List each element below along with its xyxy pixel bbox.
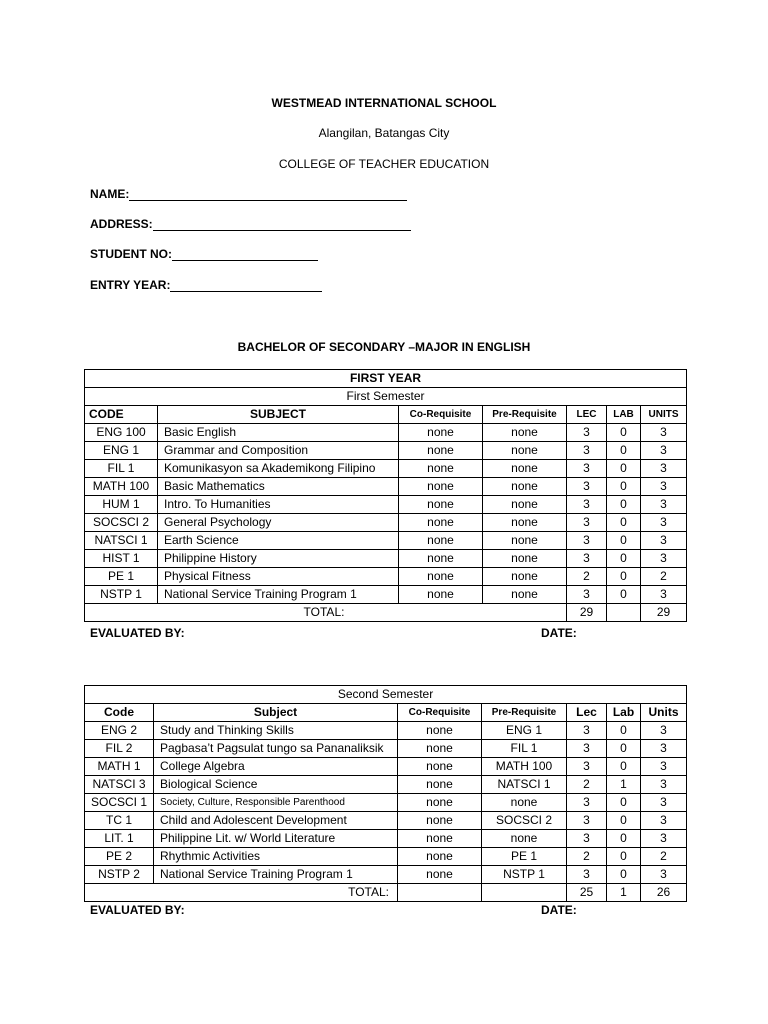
second-total-lec: 25 (567, 884, 607, 902)
course-code: PE 2 (85, 848, 154, 866)
course-pre-requisite: NSTP 1 (482, 866, 567, 884)
course-row (85, 740, 687, 758)
course-lab: 0 (607, 740, 641, 758)
course-lec: 3 (567, 532, 607, 550)
course-row (85, 568, 687, 586)
course-units: 3 (641, 496, 687, 514)
first-semester-table (84, 369, 687, 622)
col-lab: LAB (607, 406, 641, 424)
course-row (85, 442, 687, 460)
course-units: 3 (641, 776, 687, 794)
course-pre-requisite: none (483, 550, 567, 568)
col-lec: Lec (567, 704, 607, 722)
course-row (85, 550, 687, 568)
course-units: 3 (641, 830, 687, 848)
first-total-lec: 29 (567, 604, 607, 622)
course-subject: Philippine History (158, 550, 399, 568)
course-lec: 3 (567, 740, 607, 758)
course-co-requisite: none (398, 830, 482, 848)
course-co-requisite: none (398, 776, 482, 794)
name-field (90, 187, 407, 201)
col-code: Code (85, 704, 154, 722)
course-lec: 3 (567, 478, 607, 496)
second-date: DATE: (541, 903, 577, 917)
course-co-requisite: none (399, 496, 483, 514)
course-units: 3 (641, 532, 687, 550)
course-lec: 3 (567, 830, 607, 848)
second-header-row (85, 704, 687, 722)
second-semester-table (84, 685, 687, 902)
course-pre-requisite: none (483, 532, 567, 550)
first-date: DATE: (541, 626, 577, 640)
course-co-requisite: none (399, 424, 483, 442)
course-subject: National Service Training Program 1 (154, 866, 398, 884)
course-subject: Grammar and Composition (158, 442, 399, 460)
first-total-row (85, 604, 687, 622)
course-lab: 0 (607, 532, 641, 550)
course-pre-requisite: none (483, 460, 567, 478)
course-pre-requisite: ENG 1 (482, 722, 567, 740)
name-blank (129, 188, 407, 201)
course-row (85, 758, 687, 776)
program-title: BACHELOR OF SECONDARY –MAJOR IN ENGLISH (237, 340, 531, 354)
second-total-co (398, 884, 482, 902)
course-subject: Study and Thinking Skills (154, 722, 398, 740)
course-lab: 0 (607, 550, 641, 568)
entry-year-label: ENTRY YEAR: (90, 278, 171, 292)
course-units: 3 (641, 794, 687, 812)
course-code: ENG 1 (85, 442, 158, 460)
course-code: NSTP 2 (85, 866, 154, 884)
course-code: NATSCI 3 (85, 776, 154, 794)
course-code: ENG 2 (85, 722, 154, 740)
course-subject: Child and Adolescent Development (154, 812, 398, 830)
course-lec: 3 (567, 424, 607, 442)
course-pre-requisite: none (483, 514, 567, 532)
course-subject: Earth Science (158, 532, 399, 550)
course-subject: Intro. To Humanities (158, 496, 399, 514)
course-co-requisite: none (399, 586, 483, 604)
second-total-label: TOTAL: (85, 884, 398, 902)
course-units: 2 (641, 848, 687, 866)
student-no-field (90, 247, 318, 261)
course-lec: 3 (567, 722, 607, 740)
course-co-requisite: none (399, 550, 483, 568)
first-semester-heading: First Semester (85, 388, 687, 406)
name-label: NAME: (90, 187, 130, 201)
course-row (85, 812, 687, 830)
course-code: LIT. 1 (85, 830, 154, 848)
course-units: 3 (641, 722, 687, 740)
course-pre-requisite: none (483, 478, 567, 496)
course-subject: Society, Culture, Responsible Parenthood (154, 794, 398, 812)
course-code: MATH 100 (85, 478, 158, 496)
course-lec: 2 (567, 848, 607, 866)
second-total-pre (482, 884, 567, 902)
course-lab: 0 (607, 460, 641, 478)
col-units: Units (641, 704, 687, 722)
course-units: 3 (641, 514, 687, 532)
course-units: 3 (641, 758, 687, 776)
course-row (85, 586, 687, 604)
col-co-requisite: Co-Requisite (398, 704, 482, 722)
course-lec: 3 (567, 514, 607, 532)
course-lec: 3 (567, 812, 607, 830)
col-lab: Lab (607, 704, 641, 722)
course-units: 3 (641, 740, 687, 758)
course-lec: 3 (567, 442, 607, 460)
course-pre-requisite: none (482, 830, 567, 848)
course-co-requisite: none (398, 794, 482, 812)
col-pre-requisite: Pre-Requisite (482, 704, 567, 722)
course-pre-requisite: PE 1 (482, 848, 567, 866)
course-subject: Philippine Lit. w/ World Literature (154, 830, 398, 848)
col-subject: Subject (154, 704, 398, 722)
course-pre-requisite: SOCSCI 2 (482, 812, 567, 830)
course-co-requisite: none (398, 740, 482, 758)
course-lec: 2 (567, 776, 607, 794)
student-no-label: STUDENT NO: (90, 247, 172, 261)
course-lab: 0 (607, 812, 641, 830)
entry-year-blank (170, 279, 322, 292)
course-lab: 0 (607, 794, 641, 812)
course-co-requisite: none (399, 514, 483, 532)
course-lab: 0 (607, 496, 641, 514)
course-units: 3 (641, 866, 687, 884)
course-code: TC 1 (85, 812, 154, 830)
course-lec: 3 (567, 866, 607, 884)
course-pre-requisite: none (483, 442, 567, 460)
course-lec: 3 (567, 586, 607, 604)
course-co-requisite: none (398, 848, 482, 866)
course-code: SOCSCI 2 (85, 514, 158, 532)
col-co-requisite: Co-Requisite (399, 406, 483, 424)
course-code: PE 1 (85, 568, 158, 586)
course-co-requisite: none (399, 442, 483, 460)
address-blank (153, 218, 411, 231)
course-lab: 0 (607, 568, 641, 586)
course-subject: Basic Mathematics (158, 478, 399, 496)
course-subject: Komunikasyon sa Akademikong Filipino (158, 460, 399, 478)
school-address: Alangilan, Batangas City (318, 126, 450, 140)
course-co-requisite: none (399, 460, 483, 478)
course-row (85, 830, 687, 848)
second-total-row (85, 884, 687, 902)
course-code: HUM 1 (85, 496, 158, 514)
course-pre-requisite: MATH 100 (482, 758, 567, 776)
course-co-requisite: none (399, 568, 483, 586)
course-row (85, 460, 687, 478)
course-subject: Pagbasa’t Pagsulat tungo sa Pananaliksik (154, 740, 398, 758)
course-co-requisite: none (399, 478, 483, 496)
col-subject: SUBJECT (158, 406, 399, 424)
course-row (85, 478, 687, 496)
address-field (90, 217, 411, 231)
course-subject: National Service Training Program 1 (158, 586, 399, 604)
course-lec: 3 (567, 496, 607, 514)
course-units: 3 (641, 460, 687, 478)
course-pre-requisite: none (483, 586, 567, 604)
course-code: MATH 1 (85, 758, 154, 776)
course-row (85, 532, 687, 550)
course-row (85, 794, 687, 812)
course-code: HIST 1 (85, 550, 158, 568)
second-total-lab: 1 (607, 884, 641, 902)
course-pre-requisite: none (483, 568, 567, 586)
course-subject: Biological Science (154, 776, 398, 794)
first-header-row (85, 406, 687, 424)
entry-year-field (90, 278, 322, 292)
course-subject: Basic English (158, 424, 399, 442)
course-row (85, 424, 687, 442)
course-lab: 0 (607, 514, 641, 532)
first-total-lab (607, 604, 641, 622)
course-lec: 3 (567, 758, 607, 776)
course-co-requisite: none (398, 758, 482, 776)
course-pre-requisite: NATSCI 1 (482, 776, 567, 794)
col-units: UNITS (641, 406, 687, 424)
first-year-heading: FIRST YEAR (85, 370, 687, 388)
col-pre-requisite: Pre-Requisite (483, 406, 567, 424)
student-no-blank (172, 248, 318, 261)
course-co-requisite: none (398, 866, 482, 884)
course-row (85, 514, 687, 532)
course-code: NATSCI 1 (85, 532, 158, 550)
first-evaluated-by: EVALUATED BY: (90, 626, 185, 640)
address-label: ADDRESS: (90, 217, 153, 231)
course-pre-requisite: none (483, 496, 567, 514)
course-lec: 3 (567, 550, 607, 568)
course-units: 3 (641, 442, 687, 460)
course-row (85, 776, 687, 794)
course-subject: College Algebra (154, 758, 398, 776)
course-lab: 0 (607, 442, 641, 460)
course-row (85, 722, 687, 740)
course-row (85, 848, 687, 866)
first-total-label: TOTAL: (85, 604, 567, 622)
course-lec: 3 (567, 794, 607, 812)
college-name: COLLEGE OF TEACHER EDUCATION (278, 157, 490, 171)
course-lab: 0 (607, 586, 641, 604)
course-lab: 0 (607, 848, 641, 866)
course-subject: General Psychology (158, 514, 399, 532)
course-pre-requisite: none (483, 424, 567, 442)
course-lab: 1 (607, 776, 641, 794)
course-co-requisite: none (398, 812, 482, 830)
col-code: CODE (85, 406, 158, 424)
course-units: 3 (641, 550, 687, 568)
course-units: 3 (641, 812, 687, 830)
course-lab: 0 (607, 478, 641, 496)
course-code: ENG 100 (85, 424, 158, 442)
course-lab: 0 (607, 722, 641, 740)
course-units: 3 (641, 478, 687, 496)
course-lab: 0 (607, 424, 641, 442)
second-total-units: 26 (641, 884, 687, 902)
course-row (85, 866, 687, 884)
course-subject: Physical Fitness (158, 568, 399, 586)
course-units: 3 (641, 586, 687, 604)
course-pre-requisite: FIL 1 (482, 740, 567, 758)
course-co-requisite: none (399, 532, 483, 550)
col-lec: LEC (567, 406, 607, 424)
first-total-units: 29 (641, 604, 687, 622)
course-subject: Rhythmic Activities (154, 848, 398, 866)
second-semester-heading: Second Semester (85, 686, 687, 704)
course-lab: 0 (607, 758, 641, 776)
course-co-requisite: none (398, 722, 482, 740)
second-evaluated-by: EVALUATED BY: (90, 903, 185, 917)
course-code: FIL 2 (85, 740, 154, 758)
course-pre-requisite: none (482, 794, 567, 812)
course-code: FIL 1 (85, 460, 158, 478)
course-row (85, 496, 687, 514)
school-name: WESTMEAD INTERNATIONAL SCHOOL (271, 96, 497, 110)
course-lab: 0 (607, 830, 641, 848)
course-lec: 2 (567, 568, 607, 586)
course-units: 3 (641, 424, 687, 442)
course-lec: 3 (567, 460, 607, 478)
course-lab: 0 (607, 866, 641, 884)
course-units: 2 (641, 568, 687, 586)
course-code: SOCSCI 1 (85, 794, 154, 812)
course-code: NSTP 1 (85, 586, 158, 604)
